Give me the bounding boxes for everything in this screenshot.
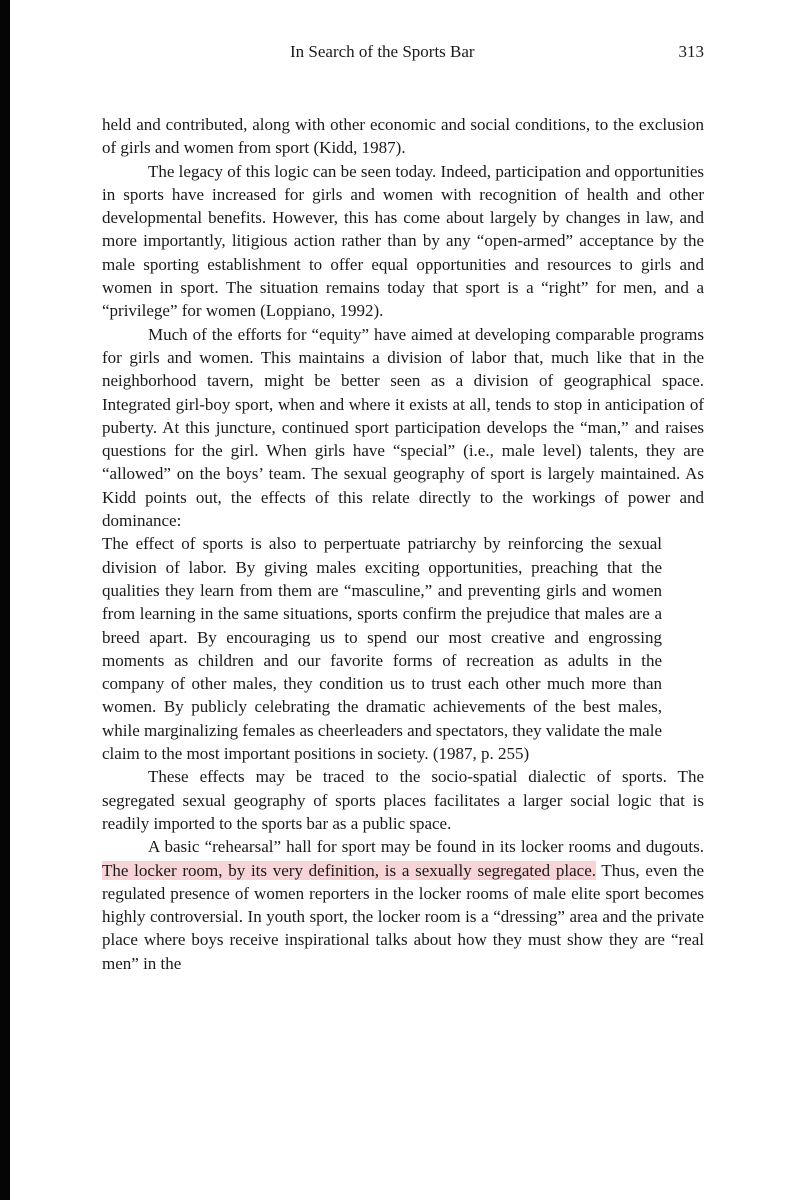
paragraph-text: A basic “rehearsal” hall for sport may be found in its locker rooms and dugouts.: [148, 837, 704, 857]
paragraph: [102, 835, 704, 975]
paragraph: held and contributed, along with other economic and social conditions, to the exclusion of girls and women from sport (Kidd, 1987).: [102, 115, 704, 158]
page-header: [102, 42, 704, 66]
paragraph-text: Thus, even the regulated presence of women reporters in the locker rooms of male elite sport becomes highly controversial. In youth sport, the locker room is a “dressing” area and the private place where boys receive inspirational talks about how they must show they are “real men” in the: [102, 860, 704, 973]
block-quote: The effect of sports is also to perpertuate patriarchy by reinforcing the sexual division of labor. By giving males exciting opportunities, preaching that the qualities they learn from them are “masculine,” and preventing girls and women from learning in the same situations, sports confirm the prejudice that males are a breed apart. By encouraging us to spend our most creative and engrossing moments as children and our favorite forms of recreation as adults in the company of other males, they condition us to trust each other much more than women. By publicly celebrating the dramatic achievements of the best males, while marginalizing females as cheerleaders and spectators, they validate the male claim to the most important positions in society. (1987, p. 255): [102, 534, 662, 764]
highlighted-text[interactable]: The locker room, by its very definition, is a sexually segregated place.: [102, 860, 596, 880]
scan-edge-bar: [0, 0, 10, 1200]
paragraph: The legacy of this logic can be seen today. Indeed, participation and opportunities in sports have increased for girls and women with recognition of health and other developmental benefits. However, this has come about largely by changes in law, and more importantly, litigious action rather than by any “open-armed” acceptance by the male sporting establishment to offer equal opportunities and resources to girls and women in sport. The situation remains today that sport is a “right” for men, and a “privilege” for women (Loppiano, 1992).: [102, 161, 704, 321]
page-number: 313: [678, 42, 704, 61]
running-title: In Search of the Sports Bar: [290, 42, 475, 61]
paragraph: These effects may be traced to the socio-spatial dialectic of sports. The segregated sexual geography of sports places facilitates a larger social logic that is readily imported to the sports bar as a public space.: [102, 767, 704, 833]
paragraph: Much of the efforts for “equity” have aimed at developing comparable programs for girls and women. This maintains a division of labor that, much like that in the neighborhood tavern, might be better seen as a division of geographical space. Integrated girl-boy sport, when and where it exists at all, tends to stop in anticipation of puberty. At this juncture, continued sport participation develops the “man,” and raises questions for the girl. When girls have “special” (i.e., male level) talents, they are “allowed” on the boys’ team. The sexual geography of sport is largely maintained. As Kidd points out, the effects of this relate directly to the workings of power and dominance:: [102, 324, 704, 531]
page-body: [102, 113, 704, 975]
